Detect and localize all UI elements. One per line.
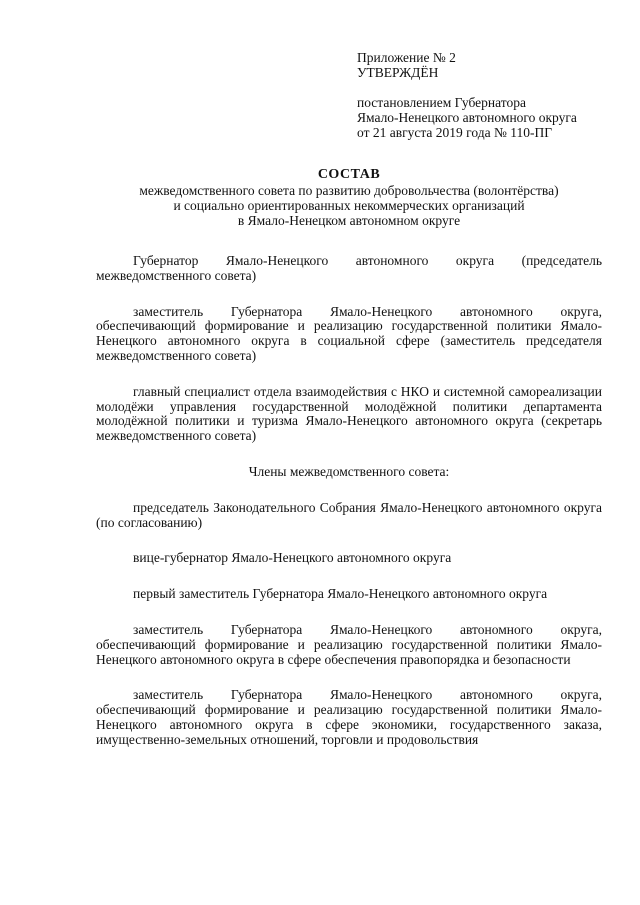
member-item: заместитель Губернатора Ямало-Ненецкого автономного округа, обеспечивающий формирование и реализацию государственной политики Ямало-Ненецкого автономного округа в сфере обеспечения правопорядка и безопасности <box>96 621 602 667</box>
title-line-1: межведомственного совета по развитию добровольчества (волонтёрства) <box>139 183 559 198</box>
member-item: вице-губернатор Ямало-Ненецкого автономного округа <box>133 550 452 566</box>
approval-line-2: Ямало-Ненецкого автономного округа <box>357 110 577 125</box>
member-item: заместитель Губернатора Ямало-Ненецкого автономного округа, обеспечивающий формирование и реализацию государственной политики Ямало-Ненецкого автономного округа в сфере экономики, государственного заказа, имущественно-земельных отношений, торговли и продовольствия <box>96 687 602 747</box>
document-title: СОСТАВ <box>317 167 381 182</box>
approval-block <box>357 50 627 140</box>
approval-line-1: постановлением Губернатора <box>357 95 526 110</box>
list-item-secretary: главный специалист отдела взаимодействия с НКО и системной самореализации молодёжи управления государственной молодёжной политики департамента молодёжной политики и туризма Ямало-Ненецкого автономного округа (секретарь межведомственного совета) <box>96 383 602 444</box>
list-item-chairman: Губернатор Ямало-Ненецкого автономного округа (председатель межведомственного совета) <box>96 253 602 283</box>
spacer <box>357 80 627 95</box>
approved-stamp-text: УТВЕРЖДЁН <box>357 65 439 80</box>
approval-line-3: от 21 августа 2019 года № 110-ПГ <box>357 125 553 140</box>
title-line-2: и социально ориентированных некоммерческих организаций <box>173 198 525 213</box>
member-item: первый заместитель Губернатора Ямало-Ненецкого автономного округа <box>133 586 548 602</box>
members-heading: Члены межведомственного совета: <box>248 463 450 479</box>
title-line-3: в Ямало-Ненецком автономном округе <box>237 213 461 228</box>
list-item-deputy-chairman: заместитель Губернатора Ямало-Ненецкого автономного округа, обеспечивающий формирование и реализацию государственной политики Ямало-Ненецкого автономного округа в социальной сфере (заместитель председателя межведомственного совета) <box>96 303 602 363</box>
appendix-number: Приложение № 2 <box>357 50 456 65</box>
member-item: председатель Законодательного Собрания Ямало-Ненецкого автономного округа (по согласованию) <box>96 499 602 530</box>
document-body <box>96 254 602 769</box>
document-title-block <box>96 166 602 228</box>
